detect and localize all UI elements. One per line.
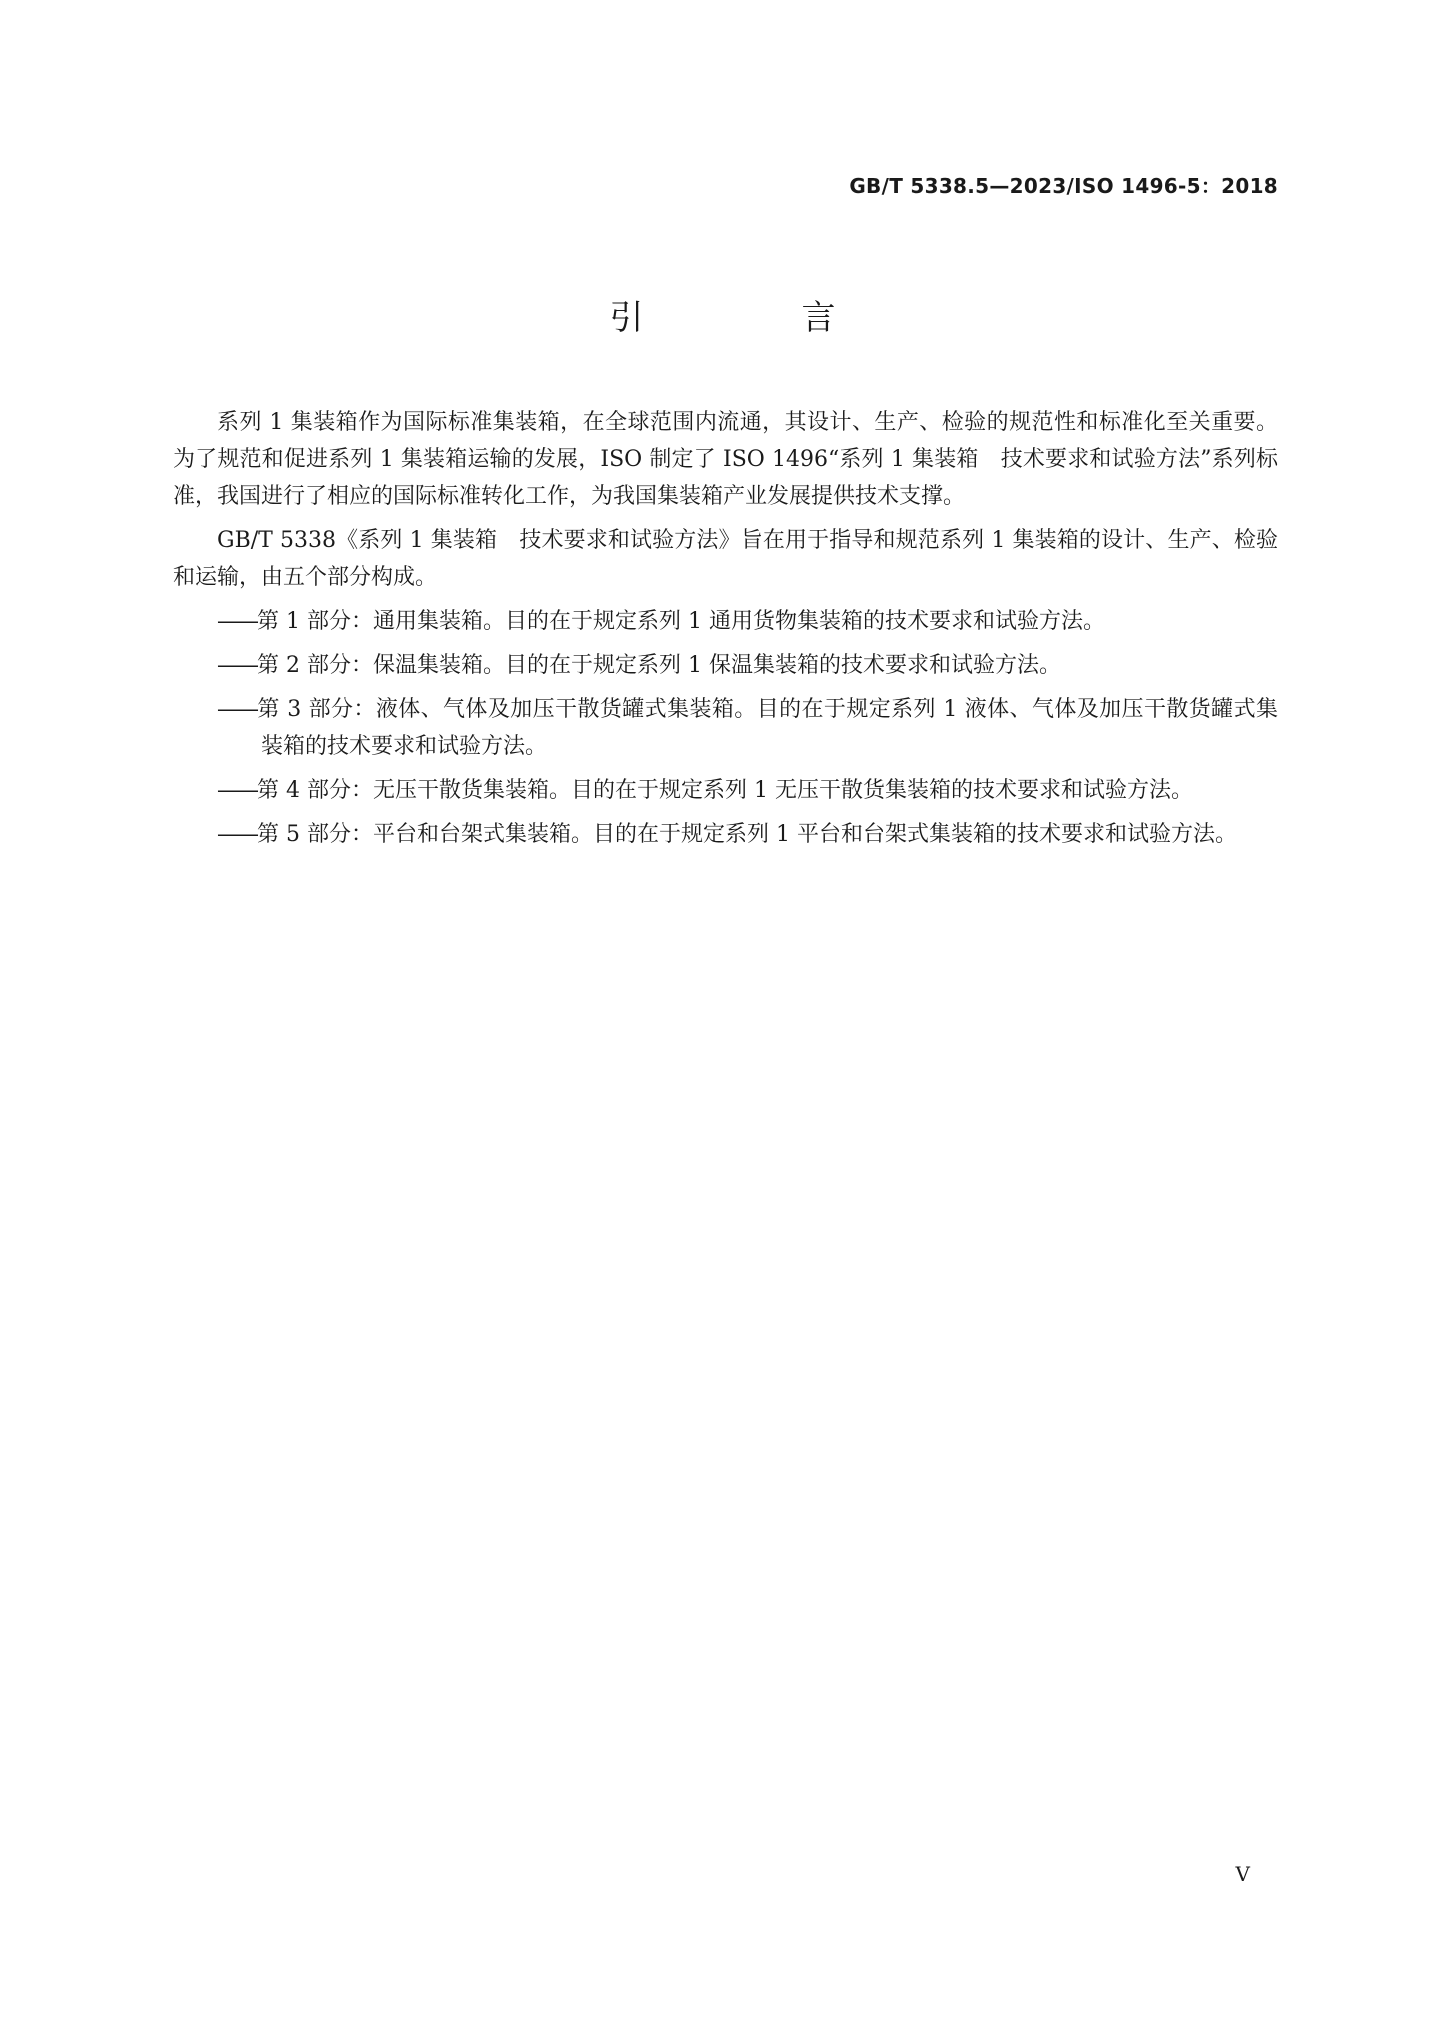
list-item-text: 第 1 部分：通用集装箱。目的在于规定系列 1 通用货物集装箱的技术要求和试验方法。 [257,609,1105,634]
list-item [173,647,1278,684]
page-number: V [1235,1862,1250,1886]
list-item-text: 第 5 部分：平台和台架式集装箱。目的在于规定系列 1 平台和台架式集装箱的技术要求和试验方法。 [257,822,1237,847]
page-title: 引 言 [609,298,898,338]
paragraph: GB/T 5338《系列 1 集装箱 技术要求和试验方法》旨在用于指导和规范系列 1 集装箱的设计、生产、检验和运输，由五个部分构成。 [173,528,1278,590]
dash-marker: —— [217,697,257,722]
list-item [173,603,1278,640]
dash-marker: —— [217,653,257,678]
dash-marker: —— [217,822,257,847]
list-item-text: 第 3 部分：液体、气体及加压干散货罐式集装箱。目的在于规定系列 1 液体、气体及加压干散货罐式集装箱的技术要求和试验方法。 [257,697,1278,759]
list-item [173,691,1278,765]
dash-marker: —— [217,609,257,634]
list-item-text: 第 4 部分：无压干散货集装箱。目的在于规定系列 1 无压干散货集装箱的技术要求和试验方法。 [257,778,1193,803]
list-item [173,772,1278,809]
dash-marker: —— [217,778,257,803]
standard-code: GB/T 5338.5—2023/ISO 1496-5：2018 [849,174,1278,198]
introduction-body [173,404,1278,860]
list-item-text: 第 2 部分：保温集装箱。目的在于规定系列 1 保温集装箱的技术要求和试验方法。 [257,653,1061,678]
paragraph: 系列 1 集装箱作为国际标准集装箱，在全球范围内流通，其设计、生产、检验的规范性和标准化至关重要。为了规范和促进系列 1 集装箱运输的发展，ISO 制定了 ISO 1496“系列 1 集装箱 技术要求和试验方法”系列标准，我国进行了相应的国际标准转化工作，为我国集装箱产业发展提供技术支撑。 [173,410,1278,509]
list-item [173,816,1278,853]
